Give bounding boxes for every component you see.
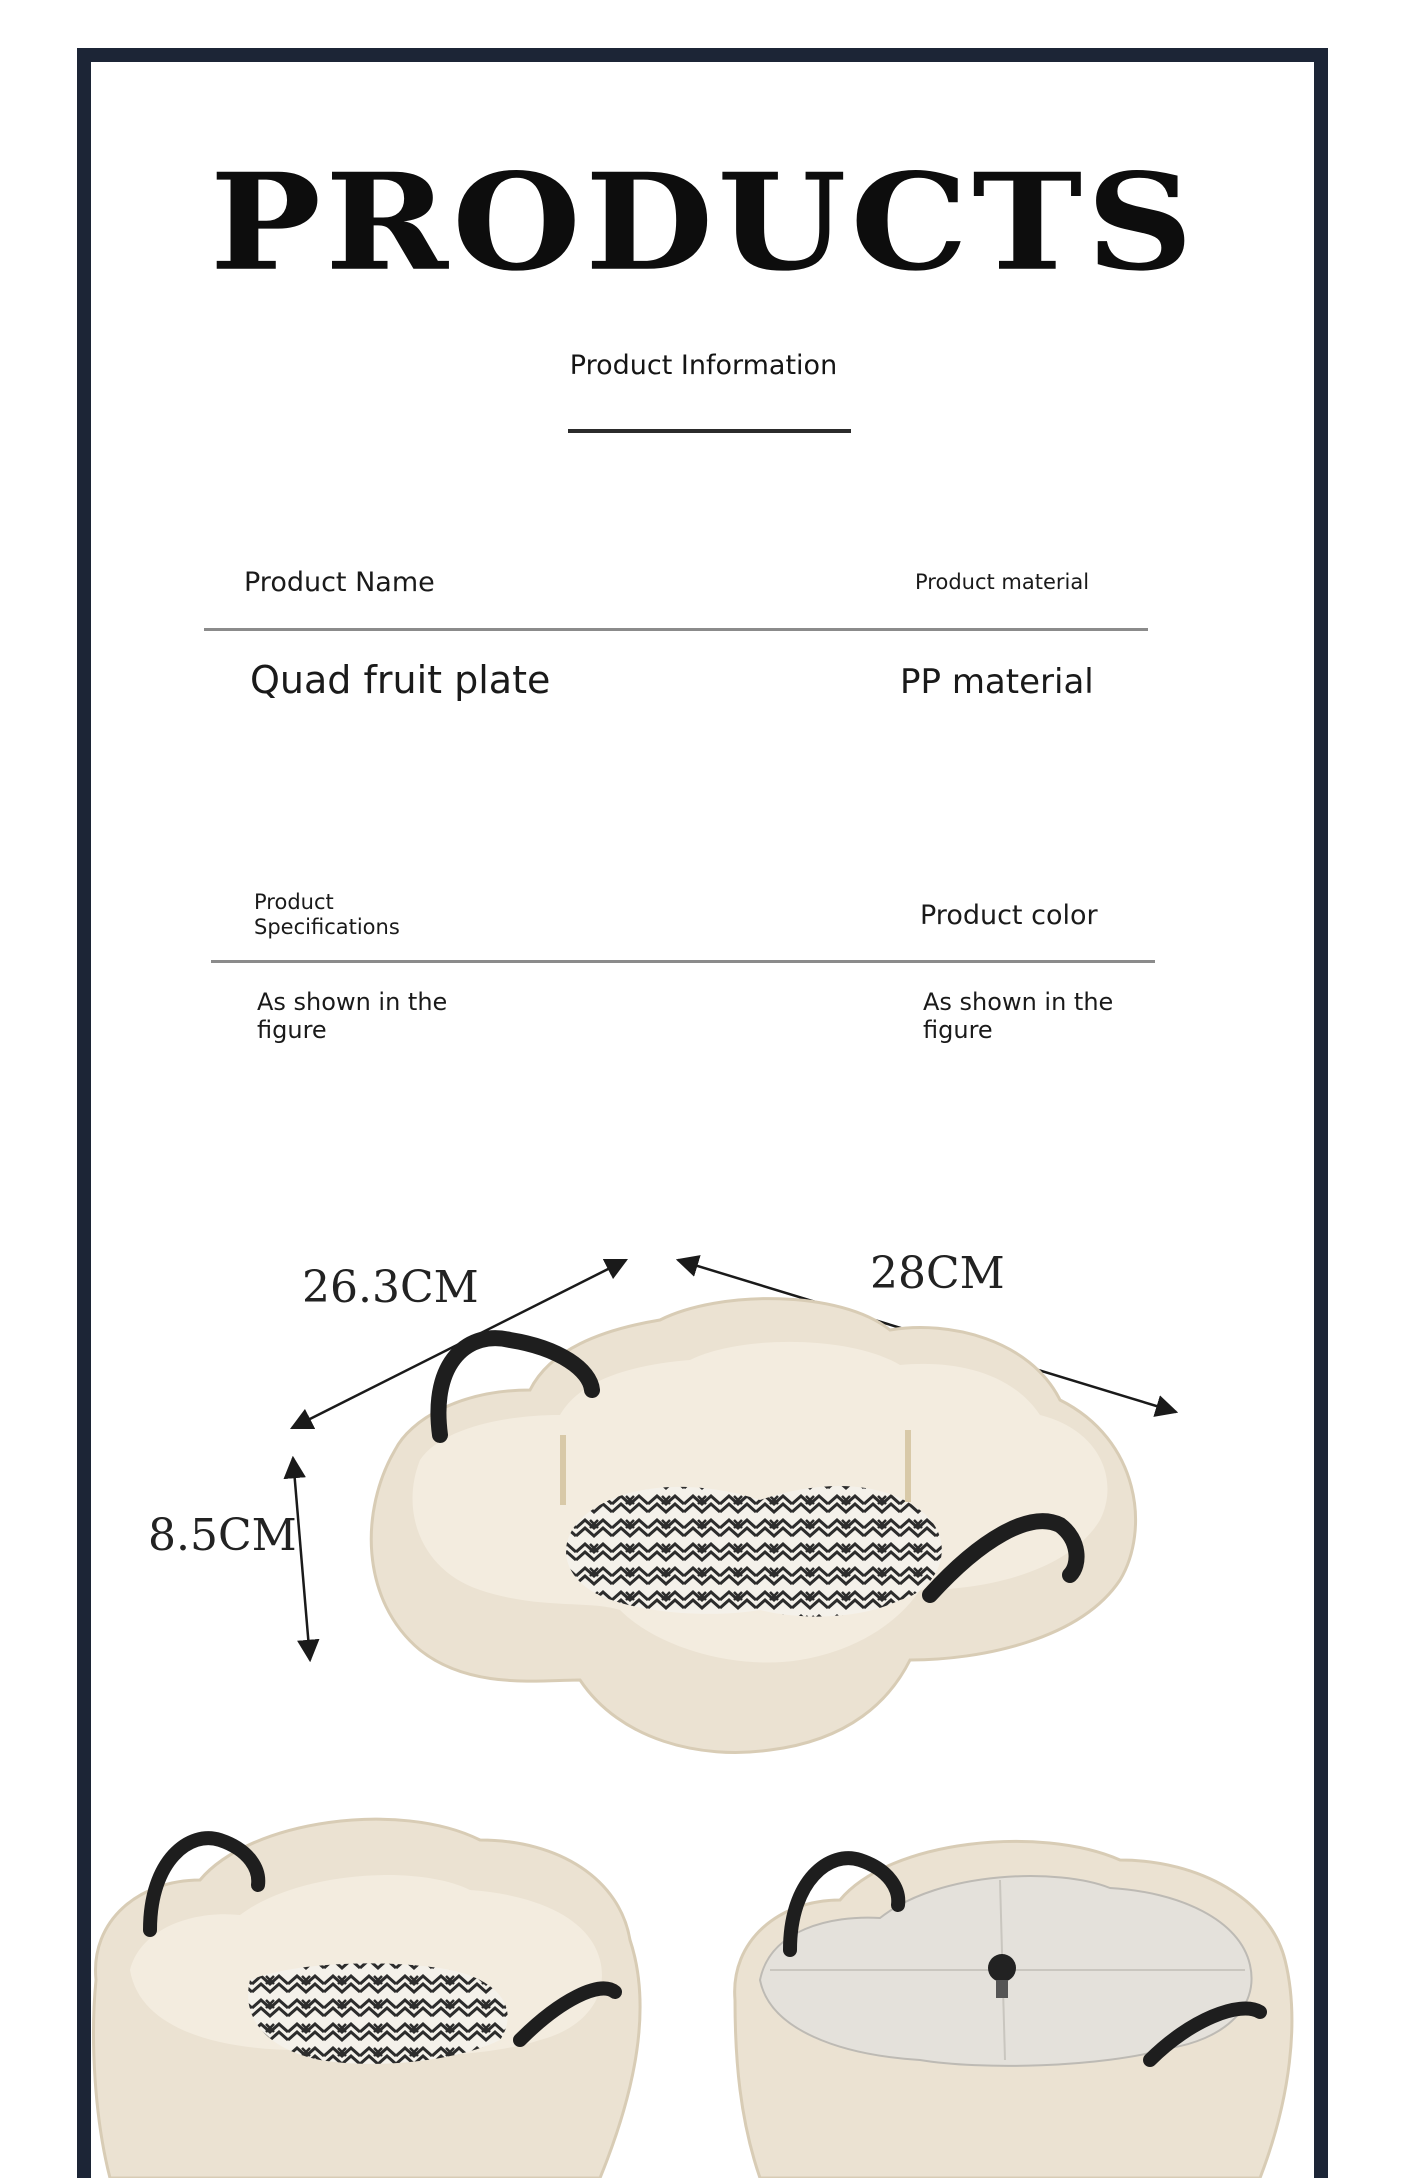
tray-main xyxy=(371,1299,1135,1753)
height-dimension-label: 8.5CM xyxy=(148,1510,297,1561)
section-subtitle: Product Information xyxy=(569,350,838,381)
product-material-value: PP material xyxy=(900,662,1094,702)
divider xyxy=(204,628,1148,631)
width-dimension-label: 26.3CM xyxy=(302,1262,479,1313)
length-dimension-label: 28CM xyxy=(870,1248,1005,1299)
product-specifications-label: Product Specifications xyxy=(254,890,400,939)
divider xyxy=(211,960,1155,963)
product-color-label: Product color xyxy=(920,900,1098,931)
product-material-label: Product material xyxy=(915,570,1090,594)
product-specifications-value: As shown in the figure xyxy=(257,988,448,1044)
product-illustration xyxy=(0,1180,1407,2178)
product-color-value: As shown in the figure xyxy=(923,988,1114,1044)
product-name-value: Quad fruit plate xyxy=(250,658,551,702)
frame-top-border xyxy=(77,48,1328,62)
subtitle-underline xyxy=(568,429,851,433)
tray-with-lid xyxy=(735,1841,1292,2178)
tray-secondary xyxy=(94,1819,640,2178)
product-name-label: Product Name xyxy=(244,567,435,598)
page-title: PRODUCTS xyxy=(209,143,1198,301)
